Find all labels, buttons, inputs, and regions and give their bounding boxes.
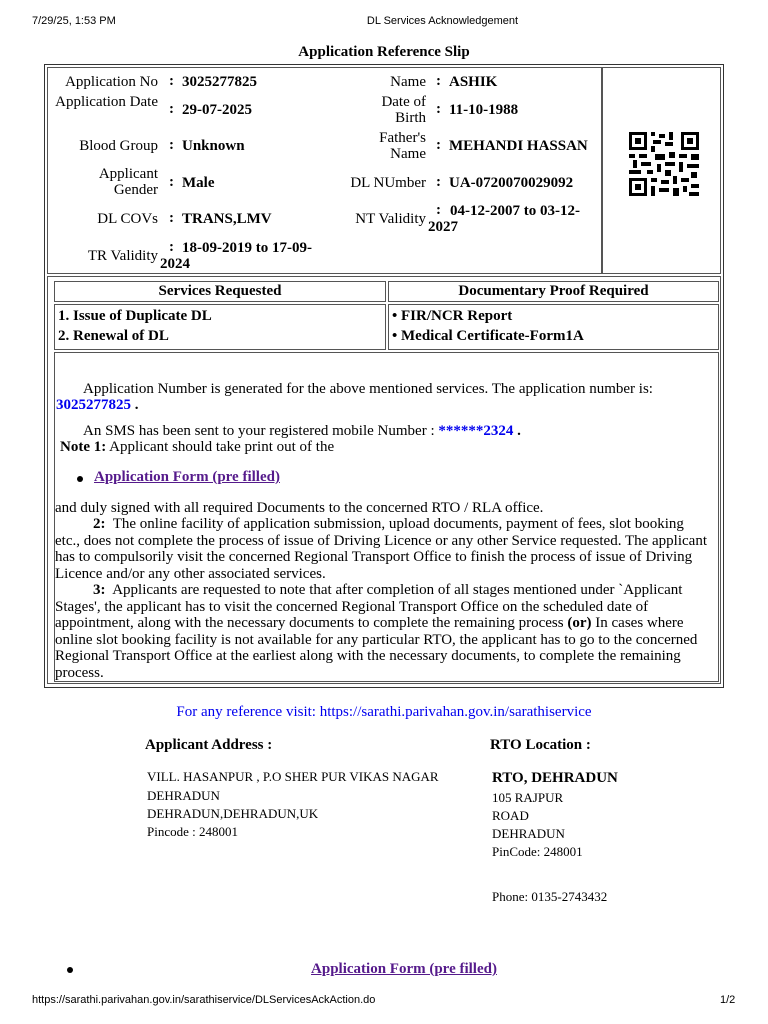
colon: : xyxy=(169,137,174,153)
note2-text: The online facility of application submission, upload documents, payment of fees, slot booking etc., does not complete the process of issue of Driving Licence or any other Service requested. The applicant has to compulsorily visit the concerned Regional Transport Office to finish the process of issue of Driving Licence and/or any other associated services. xyxy=(55,516,707,582)
note3-text-a: Applicants are requested to note that after completion of all stages mentioned under `Applicant Stages', the applicant has to visit the concerned Regional Transport Office on the scheduled date of appointment, along with the necessary documents to complete the remaining process xyxy=(55,582,683,631)
tr-validity-value: 18-09-2019 to 17-09-2024 xyxy=(160,240,312,272)
father-value: MEHANDI HASSAN xyxy=(449,138,588,154)
covs-label: DL COVs xyxy=(97,211,158,227)
blood-group-label: Blood Group xyxy=(79,138,158,154)
blood-group-value: Unknown xyxy=(182,138,245,154)
address-line: DEHRADUN,DEHRADUN,UK xyxy=(147,806,319,821)
gender-value: Male xyxy=(182,175,215,191)
note2-paragraph xyxy=(55,516,707,582)
tr-validity-label: TR Validity xyxy=(87,248,158,264)
dob-value: 11-10-1988 xyxy=(449,102,519,118)
colon: : xyxy=(169,174,174,190)
applicant-address-heading: Applicant Address : xyxy=(145,737,273,753)
colon: : xyxy=(436,101,441,117)
address-pincode: Pincode : 248001 xyxy=(147,824,238,839)
colon: : xyxy=(169,210,174,226)
address-line: VILL. HASANPUR , P.O SHER PUR VIKAS NAGAR xyxy=(147,769,439,784)
generated-number-line xyxy=(56,397,139,414)
qr-code-icon xyxy=(629,132,699,196)
bullet-icon xyxy=(77,476,83,482)
signed-text: and duly signed with all required Documents to the concerned RTO / RLA office. xyxy=(55,500,544,516)
dob-label: Date of Birth xyxy=(381,94,426,126)
nt-validity-label: NT Validity xyxy=(355,211,426,227)
note3-paragraph xyxy=(55,582,707,681)
app-date-value: 29-07-2025 xyxy=(182,102,252,118)
services-header: Services Requested xyxy=(158,283,282,299)
note1-label: Note 1: xyxy=(60,439,107,455)
app-date-label: Application Date xyxy=(55,94,158,110)
application-number: 3025277825 xyxy=(56,397,131,413)
dl-number-label: DL NUmber xyxy=(350,175,426,191)
slip-container xyxy=(44,64,724,688)
note3-label: 3: xyxy=(93,582,106,598)
mobile-number: ******2324 xyxy=(438,423,514,439)
covs-value: TRANS,LMV xyxy=(182,211,272,227)
generated-text: Application Number is generated for the above mentioned services. The application number is: xyxy=(83,381,653,397)
proof-header: Documentary Proof Required xyxy=(458,283,649,299)
application-form-link[interactable]: Application Form (pre filled) xyxy=(94,469,280,485)
print-datetime: 7/29/25, 1:53 PM xyxy=(32,15,116,27)
notes-cell xyxy=(54,352,719,682)
colon: : xyxy=(436,137,441,153)
rto-name: RTO, DEHRADUN xyxy=(492,770,618,786)
colon: : xyxy=(169,101,174,117)
dl-number-value: UA-0720070029092 xyxy=(449,175,574,191)
nt-validity-value: 04-12-2007 to 03-12-2027 xyxy=(428,203,580,235)
details-box xyxy=(47,67,602,274)
rto-phone: Phone: 0135-2743432 xyxy=(492,889,608,904)
note2-label: 2: xyxy=(93,516,106,532)
colon: : xyxy=(169,73,174,89)
sms-line xyxy=(83,423,521,440)
colon: : xyxy=(436,202,441,218)
app-no-label: Application No xyxy=(65,74,158,90)
print-url: https://sarathi.parivahan.gov.in/sarathiservice/DLServicesAckAction.do xyxy=(32,994,376,1006)
services-cell xyxy=(54,304,386,350)
service-item: 1. Issue of Duplicate DL xyxy=(58,308,212,324)
rto-line: DEHRADUN xyxy=(492,826,565,841)
slip-title: Application Reference Slip xyxy=(298,44,470,60)
note1-line xyxy=(60,439,334,456)
reference-visit-text: For any reference visit: https://sarathi.parivahan.gov.in/sarathiservice xyxy=(176,704,592,720)
proof-item: • Medical Certificate-Form1A xyxy=(392,328,584,344)
proof-header-cell xyxy=(388,281,719,302)
note3-text-b: In cases where online slot booking facility is not available for any particular RTO, the applicant has to go to the concerned Regional Transport Office at the earliest along with the necessary documents, to complete the remaining process. xyxy=(55,615,698,681)
proof-cell xyxy=(388,304,719,350)
services-box xyxy=(47,276,721,684)
note3-or: (or) xyxy=(567,615,592,631)
proof-item: • FIR/NCR Report xyxy=(392,308,513,324)
rto-line: 105 RAJPUR xyxy=(492,790,564,805)
gender-label: Applicant Gender xyxy=(98,166,158,198)
qr-box xyxy=(602,67,721,274)
address-line: DEHRADUN xyxy=(147,788,220,803)
rto-line: ROAD xyxy=(492,808,529,823)
rto-pincode: PinCode: 248001 xyxy=(492,844,583,859)
colon: : xyxy=(169,239,174,255)
father-label: Father's Name xyxy=(379,130,426,162)
rto-location-heading: RTO Location : xyxy=(490,737,591,753)
bottom-application-form-link[interactable]: Application Form (pre filled) xyxy=(311,961,497,977)
colon: : xyxy=(436,73,441,89)
note1-text: Applicant should take print out of the xyxy=(109,439,335,455)
name-value: ASHIK xyxy=(449,74,498,90)
sms-text: An SMS has been sent to your registered mobile Number : xyxy=(83,423,435,439)
service-item: 2. Renewal of DL xyxy=(58,328,169,344)
services-header-cell xyxy=(54,281,386,302)
app-no-value: 3025277825 xyxy=(182,74,257,90)
colon: : xyxy=(436,174,441,190)
name-label: Name xyxy=(390,74,426,90)
print-page-number: 1/2 xyxy=(720,994,736,1006)
print-title: DL Services Acknowledgement xyxy=(366,15,519,27)
dot: . xyxy=(517,423,521,439)
dot: . xyxy=(134,397,139,413)
